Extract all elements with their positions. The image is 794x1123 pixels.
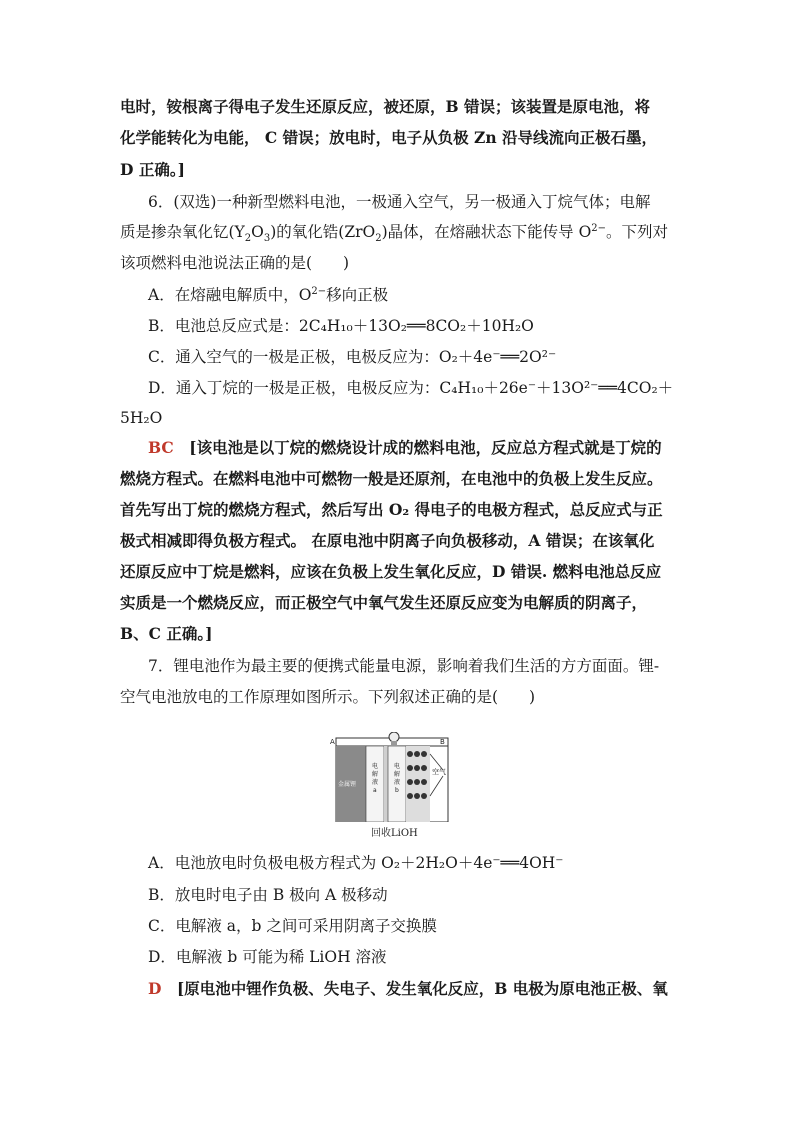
- option-a: A．在熔融电解质中，$O^{2-}$移向正极: [148, 285, 389, 304]
- option-b: B．放电时电子由 B 极向 A 极移动: [148, 886, 388, 904]
- figure-caption: 回收LiOH: [371, 828, 418, 839]
- option-c: C．电解液 a，b 之间可采用阴离子交换膜: [148, 917, 437, 935]
- answer-key: D: [148, 979, 162, 998]
- answer-6-text: 极式相减即得负极方程式。 在原电池中阴离子向负极移动，A 错误；在该氧化: [120, 531, 655, 550]
- electrolyte-b-char: b: [395, 787, 399, 794]
- electrolyte-b-char: 解: [394, 771, 401, 778]
- option-b: B．电池总反应式是：2C₄H₁₀＋13O₂══8CO₂＋10H₂O: [148, 317, 534, 335]
- electrolyte-a-char: 电: [372, 763, 379, 770]
- electrolyte-b-char: 液: [394, 779, 401, 786]
- battery-diagram: [330, 732, 458, 822]
- option-d: D．电解液 b 可能为稀 LiOH 溶液: [148, 948, 387, 966]
- text-line: 电时，铵根离子得电子发生还原反应，被还原，B 错误；该装置是原电池，将: [120, 97, 650, 116]
- text-line: 化学能转化为电能， C 错误；放电时，电子从负极 Zn 沿导线流向正极石墨，: [120, 128, 658, 147]
- option-d: D．通入丁烷的一极是正极，电极反应为：C₄H₁₀＋26e⁻＋13O²⁻══4CO₂＋: [148, 379, 674, 397]
- air-label: 空气: [432, 768, 446, 776]
- answer-6: BC [该电池是以丁烷的燃烧设计成的燃料电池，反应总方程式就是丁烷的: [148, 438, 662, 457]
- option-c: C．通入空气的一极是正极，电极反应为：O₂＋4e⁻══2O²⁻: [148, 348, 557, 366]
- question-7-stem: 7．锂电池作为最主要的便携式能量电源，影响着我们生活的方方面面。锂-: [148, 657, 660, 675]
- answer-6-text: 首先写出丁烷的燃烧方程式，然后写出 O₂ 得电子的电极方程式，总反应式与正: [120, 500, 663, 519]
- text-line: D 正确。]: [120, 160, 185, 179]
- answer-7: D [原电池中锂作负极、失电子、发生氧化反应，B 电极为原电池正极、氧: [148, 979, 668, 998]
- electrolyte-a-char: 液: [372, 779, 379, 786]
- answer-key: BC: [148, 438, 174, 457]
- label-a: A: [330, 738, 335, 746]
- electrolyte-b-char: 电: [394, 763, 401, 770]
- question-6-stem: 该项燃料电池说法正确的是( ): [120, 254, 350, 272]
- question-6-stem: 质是掺杂氧化钇$(Y_2O_3)$的氧化锆(ZrO$_2$)晶体，在熔融状态下能传导 $O^{2-}$。下列对: [120, 222, 669, 245]
- option-a: A．电池放电时负极电极方程式为 O₂＋2H₂O＋4e⁻══4OH⁻: [148, 854, 564, 872]
- answer-6-text: 燃烧方程式。在燃料电池中可燃物一般是还原剂，在电池中的负极上发生反应。: [120, 469, 663, 488]
- answer-6-text: 还原反应中丁烷是燃料，应该在负极上发生氧化反应，D 错误. 燃料电池总反应: [120, 562, 662, 581]
- question-6-stem: 6．(双选)一种新型燃料电池，一极通入空气，另一极通入丁烷气体；电解: [148, 193, 651, 211]
- metal-label: 金属锂: [338, 781, 357, 788]
- label-b: B: [440, 738, 445, 746]
- electrolyte-a-char: 解: [372, 771, 379, 778]
- answer-6-text: B、C 正确。]: [120, 624, 213, 643]
- answer-6-text: 实质是一个燃烧反应，而正极空气中氧气发生还原反应变为电解质的阴离子，: [120, 593, 648, 612]
- electrolyte-a-char: a: [373, 787, 377, 794]
- option-d: 5H₂O: [120, 409, 163, 427]
- question-7-stem: 空气电池放电的工作原理如图所示。下列叙述正确的是( ): [120, 688, 536, 706]
